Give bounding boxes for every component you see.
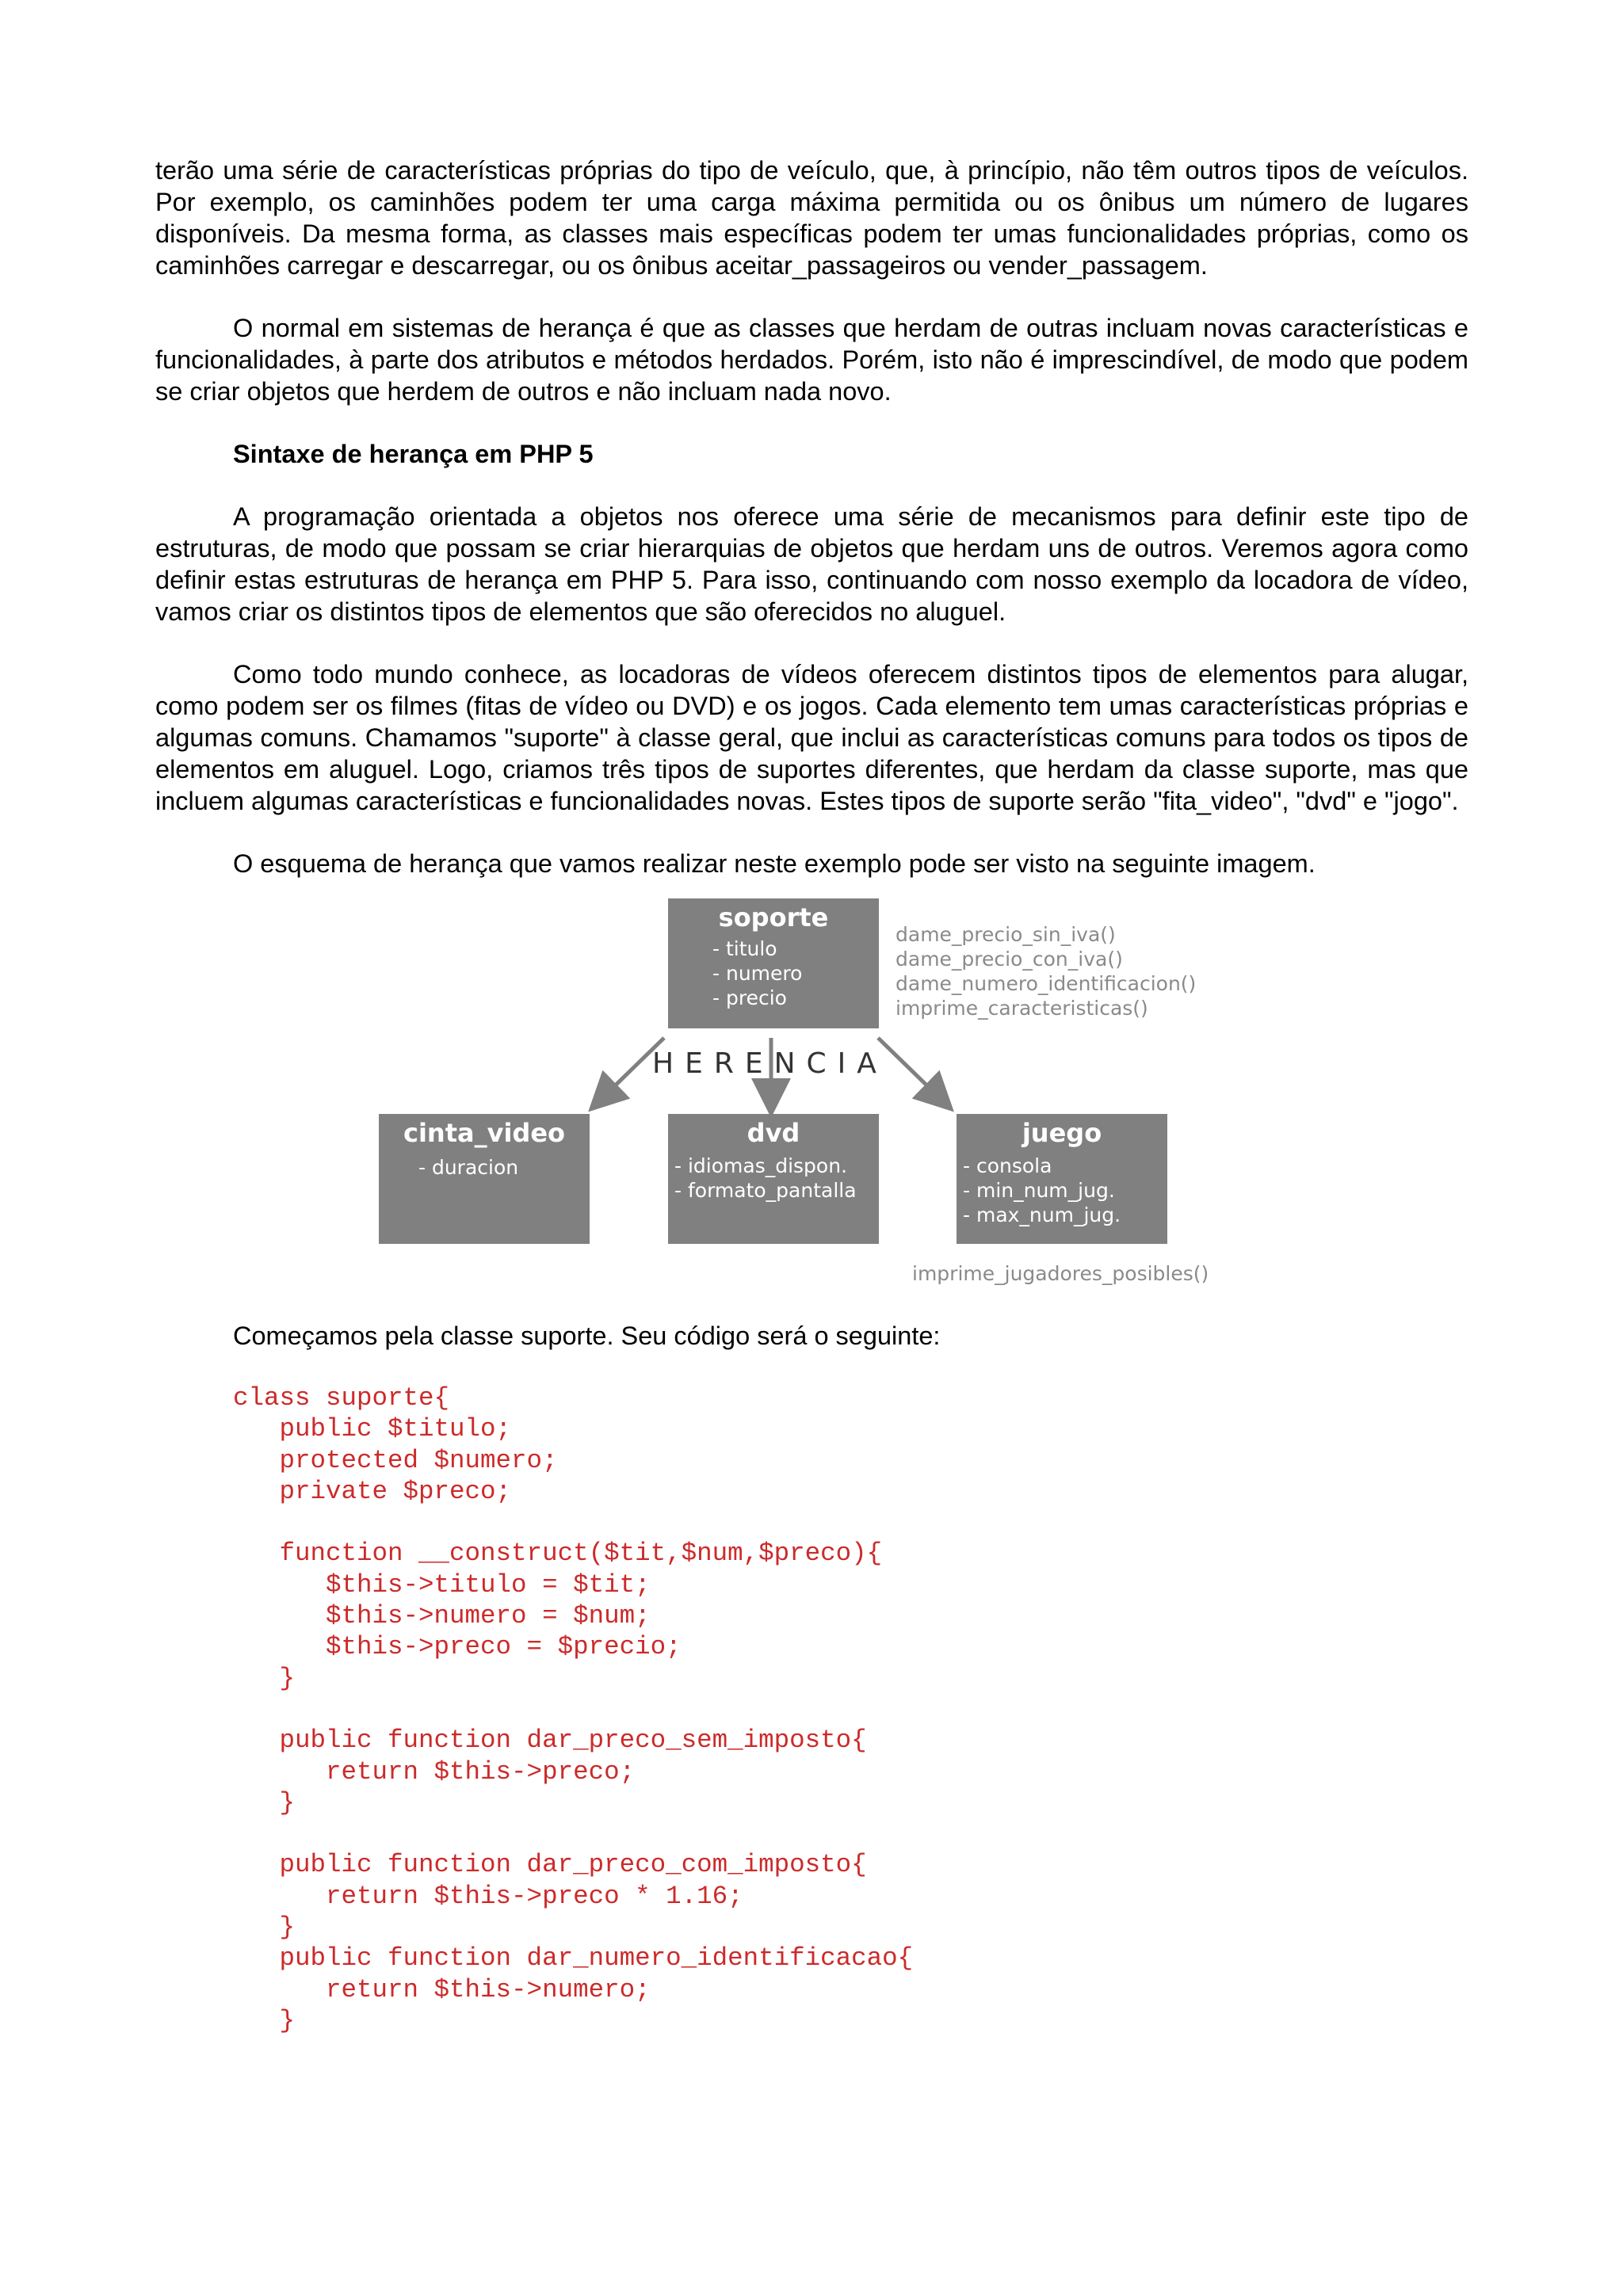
code-line: private $preco;	[233, 1476, 512, 1506]
code-line: $this->preco = $precio;	[233, 1632, 682, 1662]
code-line: $this->numero = $num;	[233, 1601, 651, 1631]
class-box-soporte	[668, 898, 879, 1028]
code-line: function __construct($tit,$num,$preco){	[233, 1539, 883, 1569]
code-line: $this->titulo = $tit;	[233, 1569, 651, 1600]
code-line: }	[233, 1787, 296, 1817]
attr-formato-pantalla: - formato_pantalla	[674, 1179, 857, 1202]
attr-consola: - consola	[963, 1154, 1052, 1177]
code-line: public function dar_preco_com_imposto{	[233, 1850, 867, 1880]
code-line: }	[233, 1913, 296, 1943]
class-title-cinta-video: cinta_video	[403, 1118, 566, 1148]
code-line: public function dar_preco_sem_imposto{	[233, 1726, 867, 1756]
class-box-juego	[957, 1114, 1167, 1244]
code-line: }	[233, 2005, 296, 2035]
code-line: protected $numero;	[233, 1445, 558, 1475]
attr-min-num-jug: - min_num_jug.	[963, 1179, 1115, 1202]
attr-titulo: - titulo	[712, 937, 777, 960]
method-dame-numero-identificacion: dame_numero_identificacion()	[896, 972, 1197, 995]
attr-numero: - numero	[712, 962, 803, 985]
paragraph-inheritance-normal: O normal em sistemas de herança é que as classes que herdam de outras incluam novas características e funcionalidades, à parte dos atributos e métodos herdados. Porém, isto não é imprescindível, de modo que podem se criar objetos que herdem de outros e não incluam nada novo.	[155, 314, 1468, 406]
code-line: public function dar_numero_identificacao{	[233, 1943, 914, 1974]
method-dame-precio-sin-iva: dame_precio_sin_iva()	[896, 923, 1116, 946]
code-line: return $this->preco;	[233, 1756, 636, 1787]
juego-method: imprime_jugadores_posibles()	[912, 1262, 1209, 1285]
paragraph-vehicle-features: terão uma série de características próprias do tipo de veículo, que, à princípio, não têm outros tipos de veículos. Por exemplo, os caminhões podem ter uma carga máxima permitida ou os ônibus um número de lugares disponíveis. Da mesma forma, as classes mais específicas podem ter umas funcionalidades próprias, como os caminhões carregar e descarregar, ou os ônibus aceitar_passageiros ou vender_passagem.	[155, 156, 1468, 280]
paragraph-oop-mechanisms: A programação orientada a objetos nos oferece uma série de mecanismos para definir este tipo de estruturas, de modo que possam se criar hierarquias de objetos que herdam uns de outros. Veremos agora como definir estas estruturas de herança em PHP 5. Para isso, continuando com nosso exemplo da locadora de vídeo, vamos criar os distintos tipos de elementos que são oferecidos no aluguel.	[155, 502, 1468, 626]
herencia-label: HERENCIA	[652, 1047, 888, 1080]
attr-max-num-jug: - max_num_jug.	[963, 1203, 1121, 1226]
method-imprime-caracteristicas: imprime_caracteristicas()	[896, 997, 1148, 1020]
paragraph-scheme-intro: O esquema de herança que vamos realizar neste exemplo pode ser visto na seguinte imagem.	[233, 849, 1316, 878]
attr-duracion: - duracion	[418, 1156, 519, 1179]
section-heading: Sintaxe de herança em PHP 5	[233, 440, 594, 468]
class-box-cinta-video	[379, 1114, 590, 1244]
paragraph-code-intro: Começamos pela classe suporte. Seu código será o seguinte:	[233, 1322, 941, 1350]
class-box-dvd	[668, 1114, 879, 1244]
code-line: }	[233, 1663, 296, 1693]
code-block-suporte	[155, 1383, 1468, 2036]
class-title-soporte: soporte	[718, 902, 829, 933]
method-dame-precio-con-iva: dame_precio_con_iva()	[896, 948, 1123, 971]
class-title-juego: juego	[1022, 1118, 1102, 1148]
inheritance-diagram	[155, 898, 1468, 1318]
soporte-methods	[896, 922, 1196, 1020]
paragraph-rental-elements: Como todo mundo conhece, as locadoras de vídeos oferecem distintos tipos de elementos para alugar, como podem ser os filmes (fitas de vídeo ou DVD) e os jogos. Cada elemento tem umas características próprias e algumas comuns. Chamamos "suporte" à classe geral, que inclui as características comuns para todos os tipos de elementos em aluguel. Logo, criamos três tipos de suportes diferentes, que herdam da classe suporte, mas que incluem algumas características e funcionalidades novas. Estes tipos de suporte serão "fita_video", "dvd" e "jogo".	[155, 660, 1468, 815]
code-line: return $this->preco * 1.16;	[233, 1881, 743, 1911]
class-title-dvd: dvd	[747, 1118, 800, 1148]
code-line: public $titulo;	[233, 1414, 512, 1444]
document-page	[155, 154, 1468, 2036]
attr-precio: - precio	[712, 986, 787, 1009]
code-line: class suporte{	[233, 1383, 450, 1413]
attr-idiomas-dispon: - idiomas_dispon.	[674, 1154, 848, 1177]
code-line: return $this->numero;	[233, 1974, 651, 2004]
